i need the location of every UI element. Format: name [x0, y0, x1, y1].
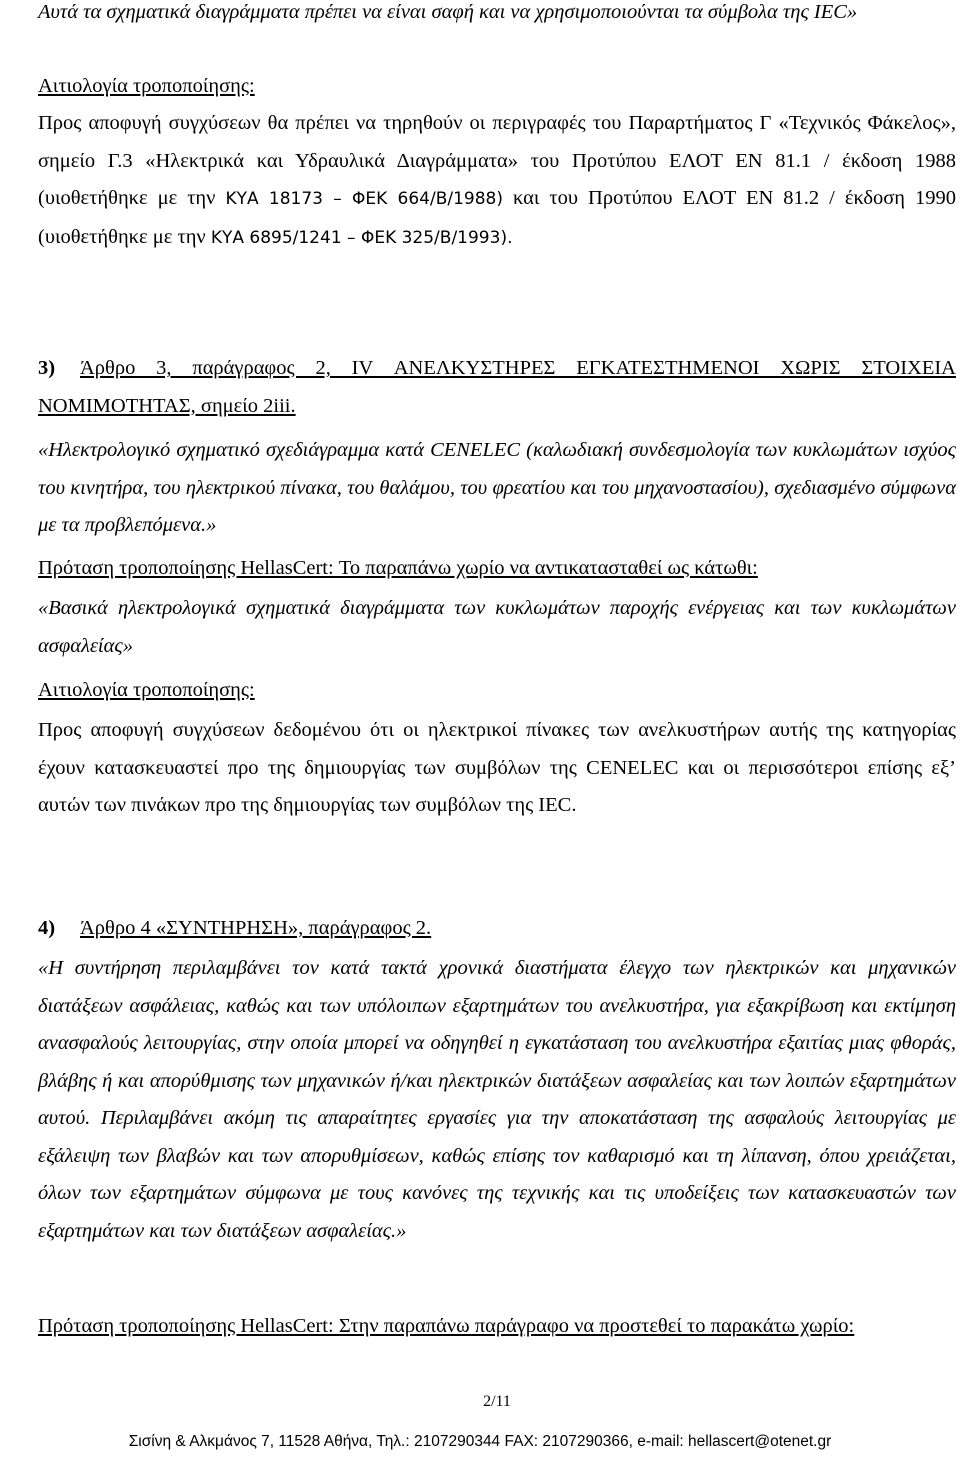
section-3-justification-heading — [38, 672, 956, 710]
iec-symbols-line: Αυτά τα σχηματικά διαγράμματα πρέπει να είναι σαφή και να χρησιμοποιούνται τα σύμβολα της IEC» — [38, 1, 858, 23]
section-3-justification-text: Προς αποφυγή συγχύσεων δεδομένου ότι οι ηλεκτρικοί πίνακες των ανελκυστήρων αυτής της κατηγορίας έχουν κατασκευαστεί προ της δημιουργίας των συμβόλων της CENELEC και οι περισσότεροι επίσης εξ’ αυτών των πινάκων προ της δημιουργίας των συμβόλων της IEC. — [38, 719, 956, 816]
section-4-heading — [38, 910, 956, 948]
section-3-justification-label: Αιτιολογία τροποποίησης: — [38, 679, 255, 701]
section-3-heading — [38, 350, 956, 425]
reference-kya-6895: ΚΥΑ 6895/1241 – ΦΕΚ 325/Β/1993). — [210, 227, 513, 248]
justification-text-part2: και του Προτύπου ΕΛΟΤ ΕΝ 81.2 / έκδοση 1990 (υιοθετήθηκε με την — [38, 187, 957, 248]
justification-label: Αιτιολογία τροποποίησης: — [38, 75, 255, 97]
page-footer: Σισίνη & Αλκμάνος 7, 11528 Αθήνα, Τηλ.: 2107290344 FAX: 2107290366, e-mail: hellascert@otenet.gr — [128, 1433, 832, 1450]
section-4-proposal-heading — [38, 1308, 956, 1346]
section-3-quote: «Ηλεκτρολογικό σχηματικό σχεδιάγραμμα κατά CENELEC (καλωδιακή συνδεσμολογία των κυκλωμάτων ισχύος του κινητήρα, του ηλεκτρικού πίνακα, του θαλάμου, του φρεατίου και του μηχανοστασίου), σχεδιασμένο σύμφωνα με τα προβλεπόμενα.» — [38, 439, 956, 536]
justification-heading-1 — [38, 68, 956, 106]
reference-kya-18173: ΚΥΑ 18173 – ΦΕΚ 664/Β/1988) — [225, 189, 504, 209]
page-number: 2/11 — [483, 1393, 511, 1410]
justification-text-part1: Προς αποφυγή συγχύσεων θα πρέπει να τηρηθούν οι περιγραφές του Παραρτήματος Γ «Τεχνικός Φάκελος», σημείο Γ.3 «Ηλεκτρικά και Υδραυλικά Διαγράμματα» του Προτύπου ΕΛΟΤ ΕΝ 81.1 / έκδοση 1988 (υιοθετήθηκε με την — [38, 112, 956, 209]
section-4-quote: «Η συντήρηση περιλαμβάνει τον κατά τακτά χρονικά διαστήματα έλεγχο των ηλεκτρικών και μηχανικών διατάξεων ασφάλειας, καθώς και των υπόλοιπων εξαρτημάτων του ανελκυστήρα, για εξακρίβωση και εκτίμηση ανασφαλούς λειτουργίας, στην οποία μπορεί να οδηγηθεί η εγκατάσταση του ανελκυστήρα εξαιτίας μιας φθοράς, βλάβης ή και απορύθμισης των μηχανικών ή/και ηλεκτρικών διατάξεων ασφαλείας και των λοιπών εξαρτημάτων αυτού. Περιλαμβάνει ακόμη τις απαραίτητες εργασίες για την αποκατάσταση της ασφαλούς λειτουργίας με εξάλειψη των βλαβών και των απορυθμίσεων, καθώς επίσης τον καθαρισμό και τη λίπανση, όπου χρειάζεται, όλων των εξαρτημάτων σύμφωνα με τους κανόνες της τεχνικής και τις υποδείξεις των κατασκευαστών των εξαρτημάτων και των διατάξεων ασφαλείας.» — [38, 957, 956, 1242]
section-3-proposal-text: «Βασικά ηλεκτρολογικά σχηματικά διαγράμματα των κυκλωμάτων παροχής ενέργειας και των κυκλωμάτων ασφαλείας» — [38, 597, 956, 657]
justification-text-1 — [38, 105, 956, 257]
section-3-title: Άρθρο 3, παράγραφος 2, IV ΑΝΕΛΚΥΣΤΗΡΕΣ ΕΓΚΑΤΕΣΤΗΜΕΝΟΙ ΧΩΡΙΣ ΣΤΟΙΧΕΙΑ ΝΟΜΙΜΟΤΗΤΑΣ, σημείο 2iii. — [38, 357, 956, 417]
section-4-proposal-label: Πρόταση τροποποίησης HellasCert: Στην παραπάνω παράγραφο να προστεθεί το παρακάτω χωρίο: — [38, 1315, 855, 1337]
section-4-title: Άρθρο 4 «ΣΥΝΤΗΡΗΣΗ», παράγραφος 2. — [80, 917, 432, 939]
section-4-number: 4) — [38, 917, 56, 939]
section-3-proposal-heading — [38, 550, 956, 588]
section-3-proposal-label: Πρόταση τροποποίησης HellasCert: Το παραπάνω χωρίο να αντικατασταθεί ως κάτωθι: — [38, 557, 758, 579]
section-3-number: 3) — [38, 357, 56, 379]
